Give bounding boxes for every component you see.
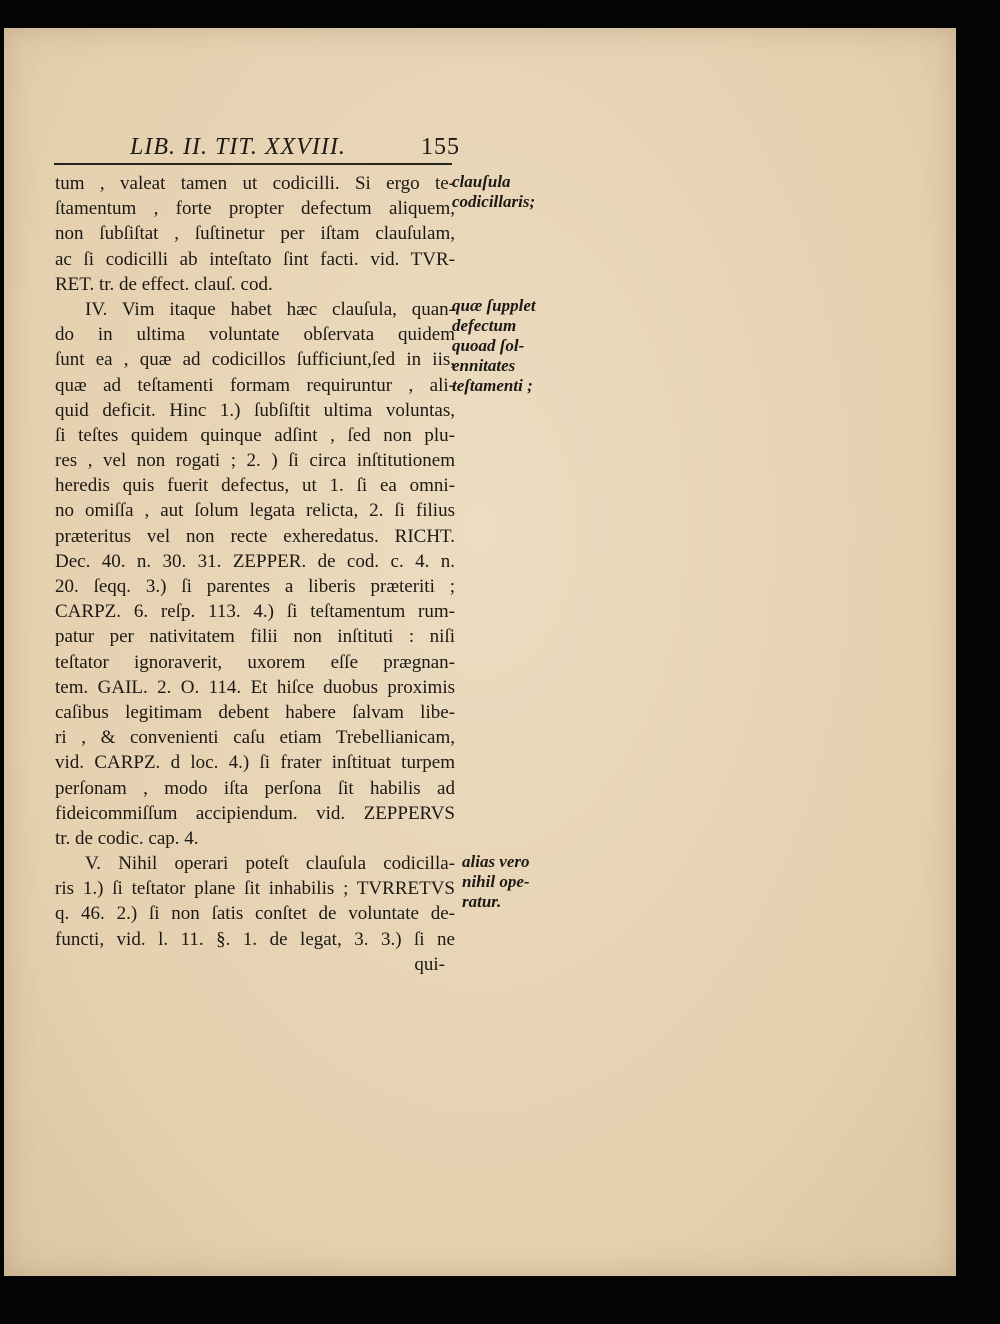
marginal-line: quæ ſupplet bbox=[452, 296, 536, 315]
text-line: res , vel non rogati ; 2. ) ſi circa inſtitutionem bbox=[55, 450, 455, 472]
text-line: do in ultima voluntate obſervata quidem bbox=[55, 324, 455, 346]
marginal-line: codicillaris; bbox=[452, 192, 536, 211]
page-number: 155 bbox=[421, 134, 460, 160]
text-line: tum , valeat tamen ut codicilli. Si ergo te- bbox=[55, 173, 455, 194]
marginal-line: ennitates bbox=[452, 356, 516, 375]
marginal-line: teſtamenti ; bbox=[452, 376, 533, 395]
text-line: quid deficit. Hinc 1.) ſubſiſtit ultima voluntas, bbox=[55, 399, 455, 421]
text-line: fideicommiſſum accipiendum. vid. ZEPPERVS bbox=[55, 802, 455, 824]
catchword: qui- bbox=[414, 953, 445, 975]
text-line: præteritus vel non recte exheredatus. RICHT. bbox=[55, 525, 455, 547]
text-line: ſi teſtes quidem quinque adſint , ſed non plu- bbox=[55, 424, 455, 446]
text-line: vid. CARPZ. d loc. 4.) ſi frater inſtituat turpem bbox=[55, 752, 455, 774]
text-line: ſunt ea , quæ ad codicillos ſufficiunt,ſed in iis, bbox=[55, 349, 455, 371]
text-line: teſtator ignoraverit, uxorem eſſe prægnan- bbox=[55, 651, 455, 673]
text-line: RET. tr. de effect. clauſ. cod. bbox=[55, 273, 273, 295]
marginal-line: ratur. bbox=[462, 892, 502, 911]
text-line: ri , & convenienti caſu etiam Trebellianicam, bbox=[55, 727, 455, 749]
text-line: heredis quis fuerit defectus, ut 1. ſi ea omni- bbox=[55, 475, 455, 497]
marginal-line: alias vero bbox=[462, 852, 530, 871]
paragraph-v-start: V. Nihil operari poteſt clauſula codicilla- bbox=[85, 853, 455, 875]
text-line: ſtamentum , forte propter defectum aliquem, bbox=[55, 198, 455, 220]
marginal-note-clausula bbox=[452, 172, 535, 212]
marginal-line: clauſula bbox=[452, 172, 511, 191]
marginal-line: quoad ſol- bbox=[452, 336, 525, 355]
text-line: ac ſi codicilli ab inteſtato ſint facti. vid. TVR- bbox=[55, 248, 455, 270]
text-line: non ſubſiſtat , ſuſtinetur per iſtam clauſulam, bbox=[55, 223, 455, 245]
text-line: perſonam , modo iſta perſona ſit habilis ad bbox=[55, 777, 455, 799]
text-line: tr. de codic. cap. 4. bbox=[55, 827, 199, 849]
text-line: functi, vid. l. 11. §. 1. de legat, 3. 3.) ſi ne bbox=[55, 928, 455, 950]
marginal-line: defectum bbox=[452, 316, 517, 335]
running-head bbox=[130, 134, 460, 162]
text-line: quæ ad teſtamenti formam requiruntur , ali- bbox=[55, 374, 455, 396]
text-line: CARPZ. 6. reſp. 113. 4.) ſi teſtamentum rum- bbox=[55, 601, 455, 623]
marginal-note-alias bbox=[462, 852, 530, 912]
text-line: caſibus legitimam debent habere ſalvam libe- bbox=[55, 701, 455, 723]
text-line: tem. GAIL. 2. O. 114. Et hiſce duobus proximis bbox=[55, 676, 455, 698]
text-line: ris 1.) ſi teſtator plane ſit inhabilis ; TVRRETVS bbox=[55, 878, 455, 900]
text-line: Dec. 40. n. 30. 31. ZEPPER. de cod. c. 4. n. bbox=[55, 550, 455, 572]
marginal-line: nihil ope- bbox=[462, 872, 530, 891]
main-text-column bbox=[55, 171, 455, 977]
text-line: q. 46. 2.) ſi non ſatis conſtet de voluntate de- bbox=[55, 903, 455, 925]
text-line: no omiſſa , aut ſolum legata relicta, 2. ſi filius bbox=[55, 500, 455, 522]
header-rule bbox=[54, 163, 452, 165]
running-title: LIB. II. TIT. XXVIII. bbox=[130, 134, 346, 160]
paragraph-iv-start: IV. Vim itaque habet hæc clauſula, quan- bbox=[85, 298, 455, 320]
marginal-note-supplet bbox=[452, 296, 536, 396]
text-line: 20. ſeqq. 3.) ſi parentes a liberis præteriti ; bbox=[55, 576, 455, 597]
text-line: patur per nativitatem filii non inſtituti : niſi bbox=[55, 626, 455, 648]
